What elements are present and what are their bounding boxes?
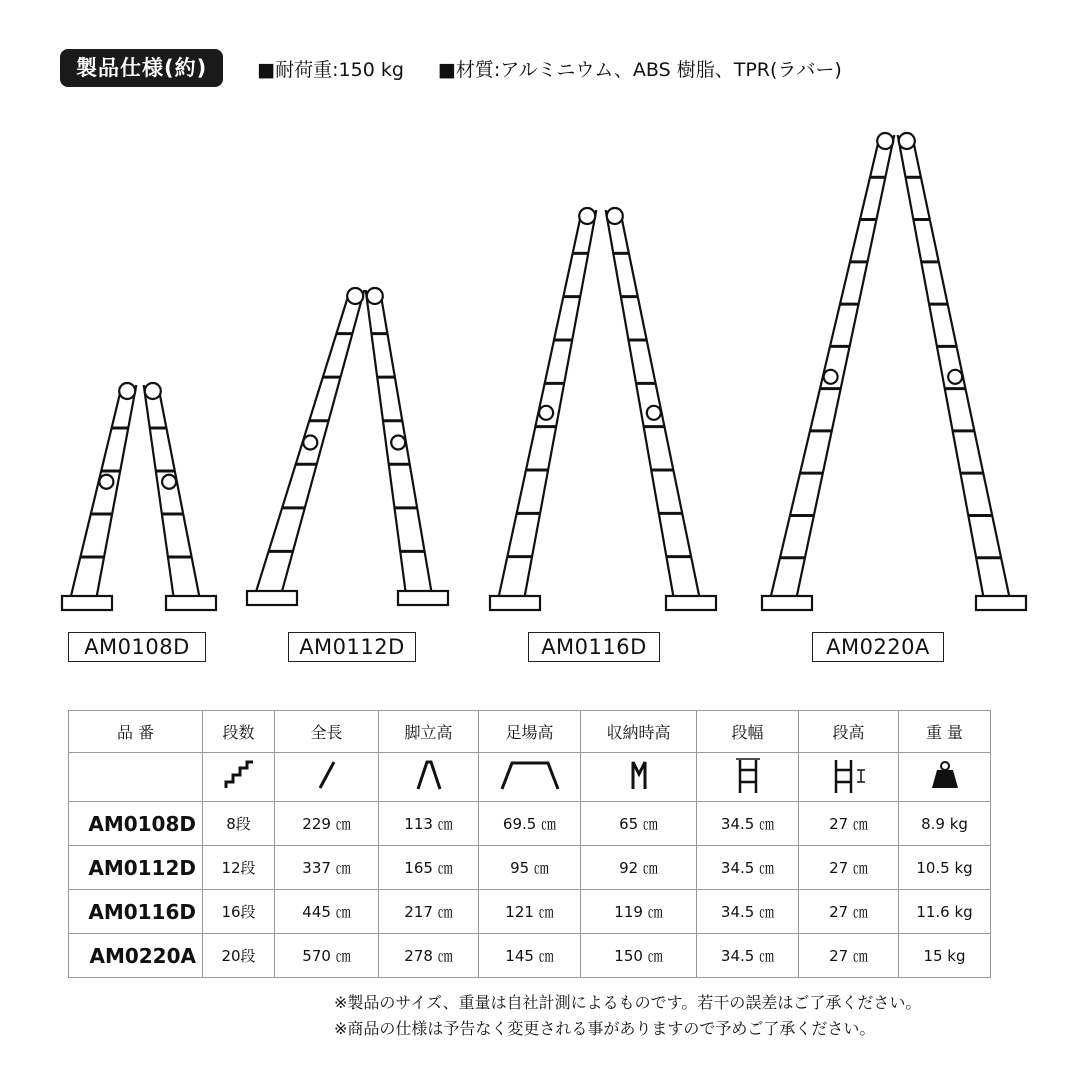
cell-rung-height: 27 ㎝ <box>799 846 899 890</box>
rung-width-icon <box>697 753 799 802</box>
cell-stepladder-height: 217 ㎝ <box>379 890 479 934</box>
top-hinge <box>145 383 161 399</box>
top-hinge <box>347 288 363 304</box>
cell-weight: 10.5 kg <box>899 846 991 890</box>
ladder-rail <box>96 385 136 600</box>
cell-platform-height: 69.5 ㎝ <box>479 802 581 846</box>
cell-weight: 8.9 kg <box>899 802 991 846</box>
cell-stepladder-height: 165 ㎝ <box>379 846 479 890</box>
ladder-rail <box>912 135 1010 600</box>
ladder-rail <box>898 135 984 600</box>
spec-header <box>60 48 842 88</box>
ladder-rail <box>770 135 880 600</box>
rung-height-icon <box>799 753 899 802</box>
weight-icon <box>899 753 991 802</box>
spec-badge: 製品仕様(約) <box>60 49 223 87</box>
ladder-rail <box>620 210 700 600</box>
cell-length: 229 ㎝ <box>275 802 379 846</box>
col-header-platform-height: 足場高 <box>479 711 581 753</box>
cell-model: AM0108D <box>69 802 203 846</box>
cell-rung-width: 34.5 ㎝ <box>697 890 799 934</box>
cell-folded-height: 119 ㎝ <box>581 890 697 934</box>
cell-rung-height: 27 ㎝ <box>799 802 899 846</box>
model-label-am0112d: AM0112D <box>288 632 416 662</box>
ladder-rail <box>158 385 200 600</box>
notes <box>334 990 921 1042</box>
col-header-stepladder-height: 脚立高 <box>379 711 479 753</box>
ladder-rail <box>796 135 894 600</box>
model-label-am0108d: AM0108D <box>68 632 206 662</box>
ladder-rail <box>606 210 674 600</box>
load-capacity-text: ■耐荷重:150 kg <box>257 58 404 81</box>
stairs-icon <box>203 753 275 802</box>
platform-icon <box>479 753 581 802</box>
hinge-joint <box>162 475 176 489</box>
top-hinge <box>579 208 595 224</box>
cell-rung-height: 27 ㎝ <box>799 890 899 934</box>
ladder-rail <box>70 385 122 600</box>
hinge-joint <box>391 436 405 450</box>
table-row <box>69 890 991 934</box>
ladder-foot <box>398 591 448 605</box>
ladder-foot <box>490 596 540 610</box>
col-header-model: 品 番 <box>69 711 203 753</box>
hinge-joint <box>948 370 962 384</box>
ladder-foot <box>762 596 812 610</box>
col-header-length: 全長 <box>275 711 379 753</box>
cell-length: 570 ㎝ <box>275 934 379 978</box>
folded-icon <box>581 753 697 802</box>
cell-model: AM0112D <box>69 846 203 890</box>
model-label-am0116d: AM0116D <box>528 632 660 662</box>
hinge-joint <box>647 406 661 420</box>
hinge-joint <box>99 475 113 489</box>
ladder-foot <box>166 596 216 610</box>
cell-weight: 11.6 kg <box>899 890 991 934</box>
cell-steps: 12段 <box>203 846 275 890</box>
table-row <box>69 802 991 846</box>
top-hinge <box>119 383 135 399</box>
cell-steps: 16段 <box>203 890 275 934</box>
ladder-illustrations <box>0 110 1080 630</box>
cell-model: AM0220A <box>69 934 203 978</box>
table-row <box>69 846 991 890</box>
col-header-steps: 段数 <box>203 711 275 753</box>
ladder-foot <box>247 591 297 605</box>
hinge-joint <box>303 436 317 450</box>
top-hinge <box>877 133 893 149</box>
top-hinge <box>607 208 623 224</box>
cell-rung-width: 34.5 ㎝ <box>697 934 799 978</box>
top-hinge <box>367 288 383 304</box>
a-frame-icon <box>379 753 479 802</box>
cell-platform-height: 145 ㎝ <box>479 934 581 978</box>
cell-length: 445 ㎝ <box>275 890 379 934</box>
cell-rung-height: 27 ㎝ <box>799 934 899 978</box>
cell-stepladder-height: 278 ㎝ <box>379 934 479 978</box>
hinge-joint <box>824 370 838 384</box>
col-header-folded-height: 収納時高 <box>581 711 697 753</box>
cell-stepladder-height: 113 ㎝ <box>379 802 479 846</box>
slash-icon <box>275 753 379 802</box>
ladder-rail <box>498 210 582 600</box>
note-line: ※製品のサイズ、重量は自社計測によるものです。若干の誤差はご了承ください。 <box>334 993 922 1012</box>
spec-table <box>68 710 991 978</box>
cell-model: AM0116D <box>69 890 203 934</box>
ladder-foot <box>666 596 716 610</box>
cell-rung-width: 34.5 ㎝ <box>697 802 799 846</box>
col-header-rung-width: 段幅 <box>697 711 799 753</box>
icon-cell-empty <box>69 753 203 802</box>
ladder-foot <box>62 596 112 610</box>
model-label-am0220a: AM0220A <box>812 632 944 662</box>
hinge-joint <box>539 406 553 420</box>
ladder-rail <box>281 290 364 595</box>
cell-platform-height: 121 ㎝ <box>479 890 581 934</box>
cell-rung-width: 34.5 ㎝ <box>697 846 799 890</box>
cell-folded-height: 92 ㎝ <box>581 846 697 890</box>
ladder-rail <box>144 385 174 600</box>
cell-folded-height: 65 ㎝ <box>581 802 697 846</box>
material-text: ■材質:アルミニウム、ABS 樹脂、TPR(ラバー) <box>437 58 842 81</box>
cell-steps: 20段 <box>203 934 275 978</box>
cell-platform-height: 95 ㎝ <box>479 846 581 890</box>
cell-length: 337 ㎝ <box>275 846 379 890</box>
cell-steps: 8段 <box>203 802 275 846</box>
table-row <box>69 934 991 978</box>
note-line: ※商品の仕様は予告なく変更される事がありますので予めご了承ください。 <box>334 1019 876 1038</box>
col-header-rung-height: 段高 <box>799 711 899 753</box>
ladder-foot <box>976 596 1026 610</box>
cell-weight: 15 kg <box>899 934 991 978</box>
ladder-rail <box>524 210 596 600</box>
top-hinge <box>899 133 915 149</box>
cell-folded-height: 150 ㎝ <box>581 934 697 978</box>
col-header-weight: 重 量 <box>899 711 991 753</box>
